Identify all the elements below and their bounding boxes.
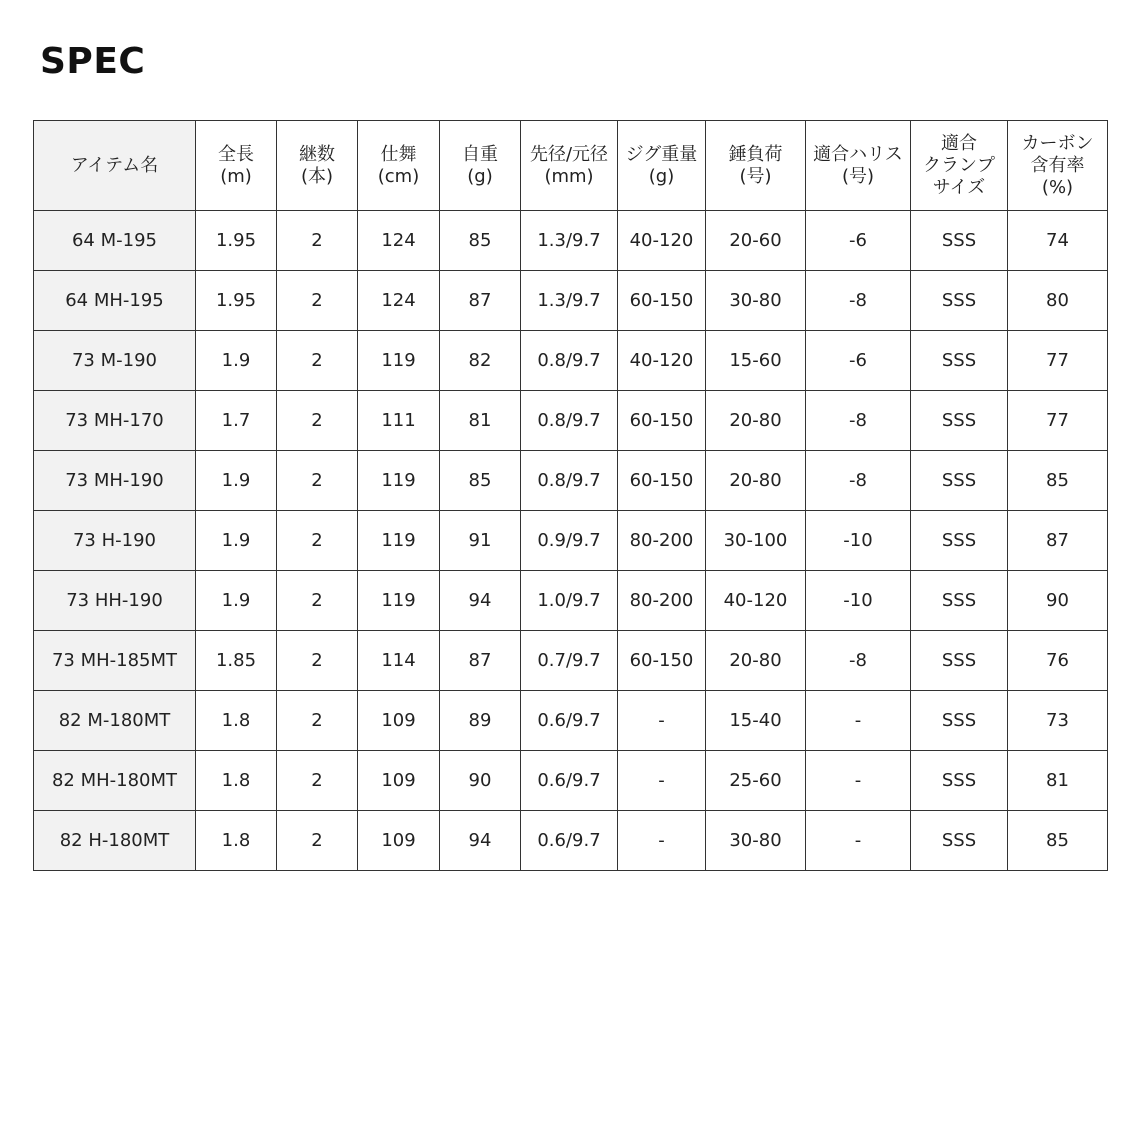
table-cell: -8 [806,271,911,331]
header-row [34,121,1108,211]
header-line: 全長 [218,143,254,165]
header-line: 自重 [462,143,498,165]
table-cell: 0.8/9.7 [521,331,618,391]
table-cell: 109 [358,751,440,811]
table-cell: 2 [277,511,358,571]
table-cell: -8 [806,391,911,451]
table-cell: 20-80 [706,631,806,691]
table-cell: SSS [911,631,1008,691]
table-cell: 85 [440,211,521,271]
table-row [34,511,1108,571]
table-cell: 73 [1008,691,1108,751]
header-line: (cm) [377,165,420,187]
table-cell: 15-60 [706,331,806,391]
table-cell: 60-150 [618,391,706,451]
table-cell: SSS [911,211,1008,271]
header-line: (g) [467,165,493,187]
table-cell: 1.7 [196,391,277,451]
table-cell: SSS [911,271,1008,331]
header-carbon-content [1008,121,1108,211]
table-cell: 94 [440,811,521,871]
table-row [34,451,1108,511]
header-line: サイズ [932,176,986,198]
item-name-cell: 82 M-180MT [34,691,196,751]
table-cell: -8 [806,631,911,691]
header-line: 含有率 [1030,154,1085,176]
table-cell: 85 [1008,451,1108,511]
table-cell: 1.0/9.7 [521,571,618,631]
header-line: 錘負荷 [728,143,783,165]
table-cell: 85 [1008,811,1108,871]
table-cell: 114 [358,631,440,691]
table-cell: 80-200 [618,511,706,571]
table-cell: 2 [277,631,358,691]
table-cell: 25-60 [706,751,806,811]
table-cell: -8 [806,451,911,511]
table-cell: SSS [911,331,1008,391]
header-line: (g) [648,165,675,187]
table-cell: 30-80 [706,271,806,331]
table-cell: 60-150 [618,451,706,511]
table-cell: 87 [1008,511,1108,571]
table-cell: 2 [277,691,358,751]
header-line: (号) [841,165,875,187]
table-cell: 2 [277,451,358,511]
item-name-cell: 64 M-195 [34,211,196,271]
table-cell: 2 [277,211,358,271]
header-line: (本) [300,165,334,187]
item-name-cell: 82 MH-180MT [34,751,196,811]
table-cell: SSS [911,811,1008,871]
table-row [34,391,1108,451]
table-cell: 1.9 [196,331,277,391]
header-line: (%) [1041,176,1074,198]
spec-table [33,120,1108,871]
table-cell: 1.9 [196,451,277,511]
header-leader-line [806,121,911,211]
header-line: クランプ [923,154,995,176]
table-cell: 40-120 [618,211,706,271]
table-cell: - [618,811,706,871]
table-cell: - [806,751,911,811]
table-cell: 30-100 [706,511,806,571]
table-cell: SSS [911,571,1008,631]
table-cell: 1.8 [196,811,277,871]
header-line: (号) [739,165,772,187]
table-cell: 30-80 [706,811,806,871]
table-cell: 2 [277,571,358,631]
table-cell: - [806,811,911,871]
table-cell: 40-120 [618,331,706,391]
table-cell: 124 [358,271,440,331]
item-name-cell: 73 HH-190 [34,571,196,631]
header-tip-butt-diameter [521,121,618,211]
table-cell: 20-80 [706,391,806,451]
table-cell: 2 [277,811,358,871]
header-jig-weight [618,121,706,211]
table-cell: 85 [440,451,521,511]
table-cell: 109 [358,691,440,751]
table-cell: SSS [911,751,1008,811]
table-cell: SSS [911,691,1008,751]
item-name-cell: 82 H-180MT [34,811,196,871]
table-cell: - [618,691,706,751]
table-cell: 0.8/9.7 [521,391,618,451]
table-cell: - [806,691,911,751]
table-cell: SSS [911,511,1008,571]
item-name-cell: 73 H-190 [34,511,196,571]
header-line: カーボン [1021,132,1094,154]
table-cell: 119 [358,451,440,511]
table-cell: 80 [1008,271,1108,331]
header-line: 仕舞 [380,143,417,165]
table-cell: 87 [440,271,521,331]
table-cell: 89 [440,691,521,751]
table-cell: 119 [358,511,440,571]
page-title: SPEC [40,41,146,82]
table-row [34,811,1108,871]
table-cell: 90 [440,751,521,811]
table-row [34,571,1108,631]
table-cell: 0.6/9.7 [521,811,618,871]
table-cell: SSS [911,391,1008,451]
table-cell: 1.95 [196,211,277,271]
table-cell: 1.9 [196,571,277,631]
table-row [34,631,1108,691]
table-cell: 76 [1008,631,1108,691]
table-cell: 0.6/9.7 [521,751,618,811]
table-cell: 20-60 [706,211,806,271]
header-line: (mm) [544,165,594,187]
header-line: 適合 [941,132,977,154]
table-cell: 15-40 [706,691,806,751]
table-row [34,691,1108,751]
table-cell: 20-80 [706,451,806,511]
table-cell: 0.6/9.7 [521,691,618,751]
table-cell: 74 [1008,211,1108,271]
header-closed-length [358,121,440,211]
table-cell: 2 [277,331,358,391]
table-cell: 1.3/9.7 [521,211,618,271]
header-total-length [196,121,277,211]
table-cell: 81 [1008,751,1108,811]
item-name-cell: 73 MH-170 [34,391,196,451]
table-cell: 124 [358,211,440,271]
table-row [34,751,1108,811]
table-cell: 1.9 [196,511,277,571]
table-cell: -6 [806,211,911,271]
table-cell: 91 [440,511,521,571]
header-sinker-load [706,121,806,211]
table-cell: 87 [440,631,521,691]
table-row [34,331,1108,391]
item-name-cell: 73 MH-190 [34,451,196,511]
header-item-name [34,121,196,211]
header-weight [440,121,521,211]
table-row [34,211,1108,271]
item-name-cell: 73 MH-185MT [34,631,196,691]
table-cell: 119 [358,571,440,631]
table-cell: 94 [440,571,521,631]
header-line: アイテム名 [70,154,159,176]
table-cell: 1.95 [196,271,277,331]
table-cell: -6 [806,331,911,391]
table-cell: 2 [277,391,358,451]
table-cell: 2 [277,271,358,331]
spec-table-body [34,211,1108,871]
header-sections [277,121,358,211]
table-cell: 90 [1008,571,1108,631]
table-cell: 1.3/9.7 [521,271,618,331]
table-cell: 0.8/9.7 [521,451,618,511]
table-cell: 109 [358,811,440,871]
header-clamp-size [911,121,1008,211]
table-cell: 77 [1008,391,1108,451]
table-cell: 40-120 [706,571,806,631]
table-cell: 0.9/9.7 [521,511,618,571]
header-line: 先径/元径 [529,143,609,165]
header-line: 継数 [299,143,335,165]
table-cell: 82 [440,331,521,391]
table-cell: 1.8 [196,751,277,811]
table-cell: 60-150 [618,271,706,331]
table-cell: 60-150 [618,631,706,691]
table-row [34,271,1108,331]
table-cell: 111 [358,391,440,451]
table-cell: 119 [358,331,440,391]
table-cell: -10 [806,571,911,631]
table-cell: 1.8 [196,691,277,751]
item-name-cell: 64 MH-195 [34,271,196,331]
header-line: ジグ重量 [625,143,698,165]
table-cell: 80-200 [618,571,706,631]
table-cell: - [618,751,706,811]
table-cell: 2 [277,751,358,811]
table-cell: -10 [806,511,911,571]
table-cell: SSS [911,451,1008,511]
header-line: 適合ハリス [813,143,903,165]
item-name-cell: 73 M-190 [34,331,196,391]
table-cell: 81 [440,391,521,451]
table-cell: 0.7/9.7 [521,631,618,691]
table-cell: 77 [1008,331,1108,391]
table-cell: 1.85 [196,631,277,691]
header-line: (m) [220,165,252,187]
